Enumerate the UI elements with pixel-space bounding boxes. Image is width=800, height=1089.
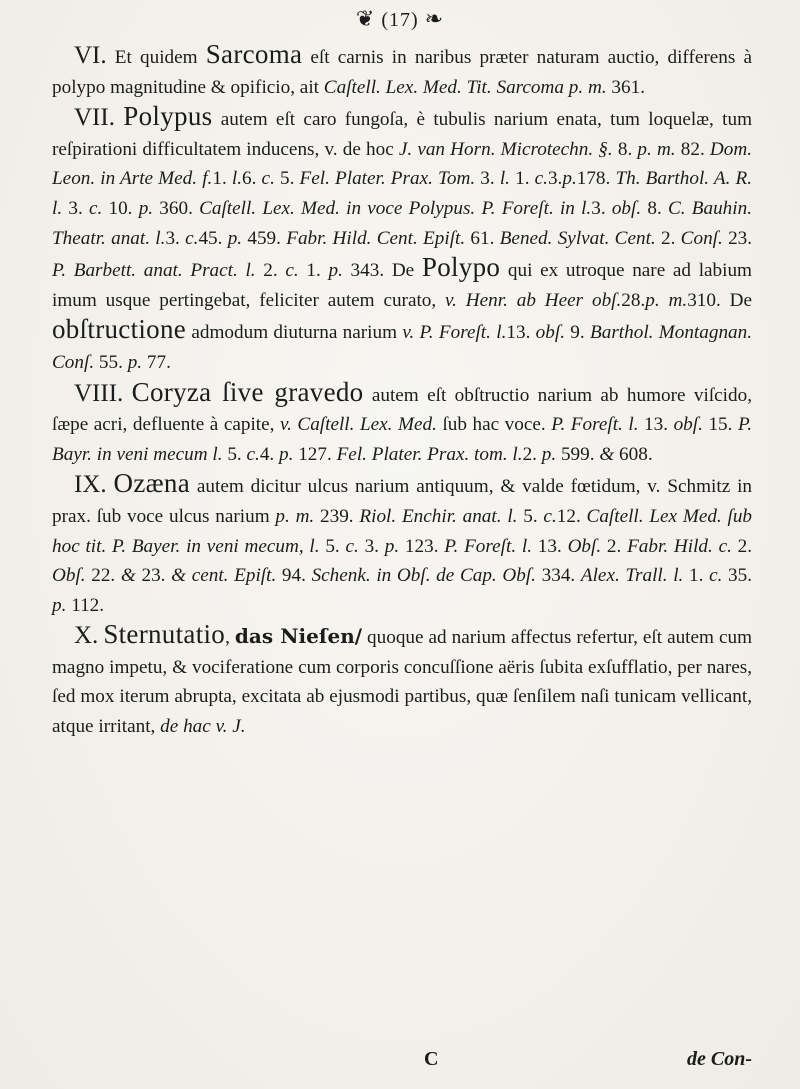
body-text: 310. De [687,289,752,311]
citation-text: c. [185,227,199,249]
citation-text: v. P. Foreſt. l. [402,322,507,344]
body-text: 77. [142,351,171,373]
body-text: 360. [153,197,200,219]
catchword: de Con- [687,1048,752,1070]
citation-text: obſ. [535,322,565,344]
citation-text: obſ. [673,414,703,436]
body-text: 608. [614,443,653,465]
body-text: 8. [612,138,638,160]
body-text: 112. [66,594,105,616]
citation-text: v. Henr. ab Heer obſ. [445,289,622,311]
citation-text: obſ. [611,197,642,219]
body-text: 599. [556,443,600,465]
citation-text: P. Barbett. anat. Pract. l. [52,260,256,282]
headword: Sternutatio [103,619,226,650]
citation-text: Fel. Plater. Prax. Tom. [299,168,476,190]
citation-text: p. m. [645,289,688,311]
section-paragraph [52,620,752,741]
citation-text: p. [328,260,343,282]
citation-text: p. [227,227,243,249]
citation-text: Caſtell. Lex Med. ſub hoc tit. P. Bayer. in veni mecum, l. [52,505,753,557]
citation-text: Obſ. [52,565,86,587]
body-text: 2. [522,443,542,465]
citation-text: Alex. Trall. l. [580,565,684,587]
citation-text: & cent. Epiſt. [171,565,277,587]
body-text: 3. [62,197,89,219]
body-text: 1. [509,168,535,190]
citation-text: P. Foreſt. l. [444,535,533,557]
body-text: 13. [532,535,568,557]
body-text: 2. [731,535,753,557]
citation-text: P. Bayr. in veni mecum l. [52,414,753,465]
body-text: autem dicitur ulcus narium antiquum, & valde fœtidum, v. Schmitz in prax. ſub voce ulcus narium [52,476,753,527]
citation-text: l. [231,168,243,190]
body-text: 3. [165,227,186,249]
citation-text: l. [499,168,510,190]
body-text: 28. [621,289,646,311]
citation-text: v. Caſtell. Lex. Med. [279,414,437,436]
citation-text: de hac v. J. [160,716,246,738]
body-text: 23. [135,565,172,587]
body-text: admodum diuturna narium [186,322,403,344]
body-text: 239. [314,505,360,527]
citation-text: Conſ. [680,227,723,249]
citation-text: C. Bauhin. Theatr. anat. l. [52,197,752,249]
citation-text: Dom. Leon. in Arte Med. f. [52,138,753,190]
section-number: VII. [74,104,115,132]
body-text: das Nieſen/ [234,624,363,649]
citation-text: c. [88,197,103,219]
body-text: 3. [547,168,563,190]
citation-text: c. [709,565,723,587]
citation-text: p. [138,197,154,219]
signature-mark: C [424,1048,439,1070]
citation-text: c. [246,443,260,465]
main-text-block [52,40,752,742]
headword: Coryza ſive gravedo [131,376,364,407]
body-text: 3. [591,197,612,219]
body-text: 123. [399,535,445,557]
body-text: 459. [242,227,287,249]
citation-text: Fabr. Hild. c. [627,535,732,557]
body-text: 178. [576,168,616,190]
body-text: quoque ad narium affectus refertur, eſt autem cum magno impetu, & vociferatione cum corporis concuſſione aëris ſubita exſufflatio, per nares, ſed mox iterum abrupta, excitata ab ejusmodi partibus, quæ ſenſilem naſi tunicam vellicant, atque irritant, [52,627,752,738]
headword: Polypo [421,252,501,283]
section-number: X. [74,622,99,650]
body-text: 5. [222,443,247,465]
citation-text: c. [285,260,299,282]
body-text: 13. [638,414,674,436]
body-text: 23. [722,227,753,249]
body-text: 8. [641,197,668,219]
body-text: 1. [298,260,329,282]
section-number: IX. [74,471,107,499]
citation-text: P. Foreſt. l. [551,414,639,436]
body-text: 343. De [342,260,422,282]
right-ornament-icon: ❧ [424,6,445,31]
page-number: (17) [381,9,419,31]
citation-text: Schenk. in Obſ. de Cap. Obſ. [311,565,536,587]
citation-text: Barthol. Montagnan. Conſ. [52,322,753,373]
citation-text: c. [543,505,557,527]
section-paragraph [52,40,752,102]
body-text: 5. [319,535,346,557]
body-text: 15. [702,414,738,436]
citation-text: J. van Horn. Microtechn. §. [398,138,613,160]
body-text: 2. [255,260,286,282]
section-paragraph [52,102,752,377]
body-text: 127. [293,443,337,465]
section-paragraph [52,378,752,470]
section-paragraph [52,469,752,620]
body-text: Et quidem [114,47,206,68]
body-text: 2. [601,535,628,557]
body-text: qui ex utroque nare ad labium imum usque pertingebat, feliciter autem curato, [52,260,752,311]
left-ornament-icon: ❦ [355,6,376,31]
body-text: 5. [517,505,544,527]
body-text: 13. [506,322,536,344]
body-text: 2. [655,227,681,249]
body-text: 3. [475,168,500,190]
citation-text: Caſtell. Lex. Med. in voce Polypus. P. Foreſt. in l. [199,197,592,219]
section-number: VI. [74,42,107,69]
citation-text: c. [345,535,359,557]
citation-text: & [599,443,615,465]
citation-text: Riol. Enchir. anat. l. [359,505,518,527]
body-text: 1. [212,168,232,190]
body-text: 55. [94,351,128,373]
citation-text: p. [384,535,400,557]
body-text: 1. [683,565,710,587]
citation-text: Obſ. [567,535,602,557]
body-text: 45. [198,227,228,249]
body-text: 61. [465,227,500,249]
citation-text: Bened. Sylvat. Cent. [499,227,656,249]
body-text: autem eſt caro fungoſa, è tubulis narium enata, tum loquelæ, tum reſpirationi difficultatem inducens, v. de hoc [52,109,753,160]
citation-text: p. m. [275,505,315,527]
body-text: , [225,627,235,649]
body-text: 22. [85,565,121,587]
citation-text: p. [279,443,294,465]
headword: Sarcoma [205,39,303,69]
citation-text: p. m. [637,138,676,160]
citation-text: Caſtell. Lex. Med. Tit. Sarcoma p. m. [323,76,607,98]
citation-text: p. [562,168,577,190]
body-text: autem eſt obſtructio narium ab humore viſcido, ſæpe acri, defluente à capite, [52,384,752,436]
body-text: 9. [565,322,591,344]
citation-text: Th. Barthol. A. R. l. [52,168,753,219]
citation-text: & [120,565,136,587]
citation-text: Fel. Plater. Prax. tom. l. [336,443,523,465]
citation-text: c. [534,168,548,190]
body-text: 4. [259,443,280,465]
body-text: 6. [242,168,262,190]
citation-text: p. [52,594,67,616]
citation-text: p. [127,351,143,373]
body-text: ſub hac voce. [436,414,552,436]
body-text: 334. [535,565,581,587]
section-number: VIII. [74,379,124,407]
body-text: 82. [675,138,710,160]
citation-text: Fabr. Hild. Cent. Epiſt. [286,227,466,249]
body-text: eſt carnis in naribus præter naturam auctio, differens à polypo magnitudine & opificio, ait [52,47,752,98]
body-text: 361. [606,76,645,98]
citation-text: p. [541,443,557,465]
citation-text: c. [261,168,275,190]
headword: Polypus [123,101,213,132]
body-text: 5. [274,168,300,190]
body-text: 10. [102,197,139,219]
body-text: 35. [722,565,753,587]
running-head [0,6,800,32]
headword: obſtructione [52,314,187,345]
headword: Ozæna [113,468,191,499]
body-text: 3. [358,535,385,557]
body-text: 94. [276,565,312,587]
body-text: 12. [556,505,587,527]
